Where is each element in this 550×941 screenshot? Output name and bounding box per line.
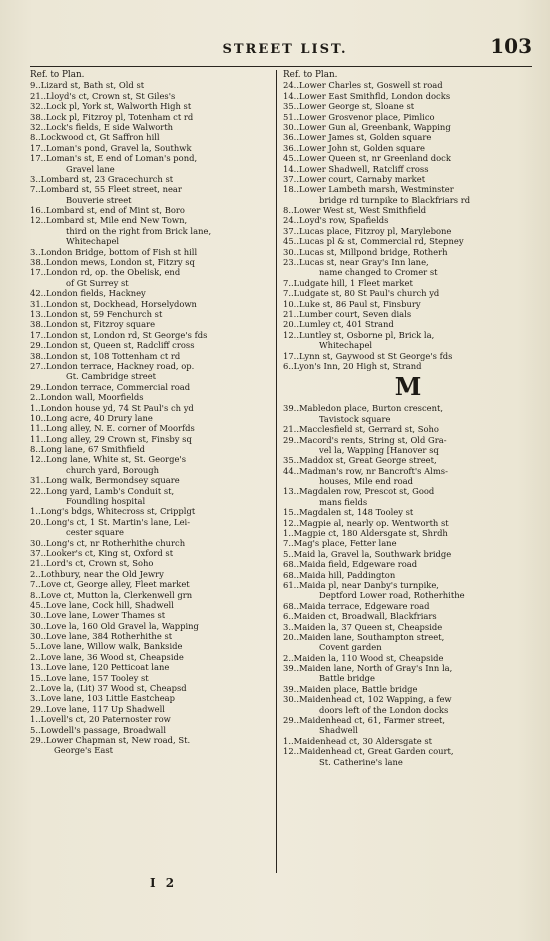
street-entry: vel la, Wapping [Hanover sq xyxy=(319,444,439,455)
street-entry: 37..Lower court, Carnaby market xyxy=(283,173,426,184)
street-entry: 39..Maiden place, Battle bridge xyxy=(283,683,418,694)
street-entry: Covent garden xyxy=(319,642,382,653)
street-entry: 12..Lombard st, Mile end New Town, xyxy=(30,215,188,226)
street-entry: 5..Love lane, Willow walk, Bankside xyxy=(30,641,183,652)
street-entry: 7..Lombard st, 55 Fleet street, near xyxy=(30,184,182,195)
street-entry: 8..Love ct, Mutton la, Clerkenwell grn xyxy=(30,589,193,600)
street-entry: 36..Lower John st, Golden square xyxy=(283,142,426,153)
street-entry: 3..Lombard st, 23 Gracechurch st xyxy=(30,173,174,184)
street-entry: 1..Maidenhead ct, 30 Aldersgate st xyxy=(283,735,433,746)
street-entry: 45..Lucas pl & st, Commercial rd, Stepney xyxy=(283,236,464,247)
page-number: 103 xyxy=(490,34,532,58)
street-entry: 3..London Bridge, bottom of Fish st hill xyxy=(30,246,198,257)
street-entry: 21..Macclesfield st, Gerrard st, Soho xyxy=(283,424,439,435)
street-entry: 51..Lower Grosvenor place, Pimlico xyxy=(283,111,435,122)
street-entry: 42..London fields, Hackney xyxy=(30,288,146,299)
street-entry: 38..London mews, London st, Fitzry sq xyxy=(30,257,195,268)
street-entry: 17..Lynn st, Gaywood st St George's fds xyxy=(283,350,453,361)
street-entry: 8..Lower West st, West Smithfield xyxy=(283,205,427,216)
street-entry: 29..Lower Chapman st, New road, St. xyxy=(30,735,191,745)
street-entry: 2..Lothbury, near the Old Jewry xyxy=(30,568,164,579)
street-entry: Battle bridge xyxy=(319,673,375,684)
street-entry: 14..Lower East Smithfld, London docks xyxy=(283,90,451,101)
street-entry: 31..Long walk, Bermondsey square xyxy=(30,475,180,486)
street-entry: 45..Lower Queen st, nr Greenland dock xyxy=(283,153,451,164)
street-entry: 3..Maiden la, 37 Queen st, Cheapside xyxy=(283,621,443,632)
street-entry: 20..Long's ct, 1 St. Martin's lane, Lei- xyxy=(30,516,191,527)
street-entry: 30..Lower Gun al, Greenbank, Wapping xyxy=(283,121,451,132)
street-entry: 7..Ludgate st, 80 St Paul's church yd xyxy=(283,288,440,299)
street-entry: 7..Mag's place, Fetter lane xyxy=(283,538,397,549)
street-entry: 20..Maiden lane, Southampton street, xyxy=(283,631,445,642)
street-entry: 32..Lock's fields, E side Walworth xyxy=(30,121,174,132)
page-header xyxy=(30,34,540,62)
street-entry: 6..Maiden ct, Broadwall, Blackfriars xyxy=(283,611,437,622)
street-entry: 7..Ludgate hill, 1 Fleet market xyxy=(283,277,413,288)
running-title: STREET LIST. xyxy=(222,42,348,57)
street-entry: 30..Maidenhead ct, 102 Wapping, a few xyxy=(283,694,452,705)
header-rule xyxy=(30,66,532,67)
street-entry: name changed to Cromer st xyxy=(319,267,438,278)
street-entry: 45..Love lane, Cock hill, Shadwell xyxy=(30,599,174,610)
street-entry: 6..Lyon's Inn, 20 High st, Strand xyxy=(283,360,422,371)
street-entry: 27..London terrace, Hackney road, op. xyxy=(30,360,195,371)
street-entry: 14..Lower Shadwell, Ratcliff cross xyxy=(283,163,429,174)
left-column xyxy=(30,70,272,756)
street-entry: 18..Lower Lambeth marsh, Westminster xyxy=(283,184,454,195)
street-entry: 10..Long acre, 40 Drury lane xyxy=(30,412,153,423)
street-entry: 11..Long alley, 29 Crown st, Finsby sq xyxy=(30,433,192,444)
street-entry: 17..Loman's st, E end of Loman's pond, xyxy=(30,153,198,164)
street-entry: 1..Long's bdgs, Whitecross st, Cripplgt xyxy=(30,506,196,517)
street-entry: 21..Lloyd's ct, Crown st, St Giles's xyxy=(30,90,176,101)
street-entry: 37..Looker's ct, King st, Oxford st xyxy=(30,547,174,558)
street-entry: 35..Lower George st, Sloane st xyxy=(283,101,415,112)
street-entry: 24..Loyd's row, Spafields xyxy=(283,215,389,226)
street-entry: Bouverie street xyxy=(66,194,132,205)
street-entry: 39..Mabledon place, Burton crescent, xyxy=(283,403,444,414)
street-entry: 61..Maida pl, near Danby's turnpike, xyxy=(283,579,439,590)
street-entry: 68..Maida terrace, Edgeware road xyxy=(283,600,430,611)
street-entry: 44..Madman's row, nr Bancroft's Alms- xyxy=(283,465,448,476)
street-entry: 24..Lower Charles st, Goswell st road xyxy=(283,80,443,91)
street-entry: 21..Lord's ct, Crown st, Soho xyxy=(30,558,154,569)
street-entry: 17..London st, London rd, St George's fds xyxy=(30,329,208,340)
street-entry: 36..Lower James st, Golden square xyxy=(283,132,432,143)
street-entry: Deptford Lower road, Rotherhithe xyxy=(319,590,465,601)
street-entry: 2..Love la, (Lit) 37 Wood st, Cheapsd xyxy=(30,683,187,694)
street-entry: bridge rd turnpike to Blackfriars rd xyxy=(319,194,471,205)
street-entry: cester square xyxy=(66,527,124,538)
street-entry: 30..Long's ct, nr Rotherhithe church xyxy=(30,537,186,548)
street-entry: 15..Magdalen st, 148 Tooley st xyxy=(283,507,414,518)
street-entry: 5..Lowdell's passage, Broadwall xyxy=(30,724,167,735)
column-divider xyxy=(276,70,277,873)
street-entry: 29..Maidenhead ct, 61, Farmer street, xyxy=(283,715,446,726)
street-entry: 29..Love lane, 117 Up Shadwell xyxy=(30,703,165,714)
street-entry: 2..Love lane, 36 Wood st, Cheapside xyxy=(30,651,184,662)
street-entry: 68..Maida field, Edgeware road xyxy=(283,559,418,570)
column-header: Ref. to Plan. xyxy=(30,70,85,80)
street-entry: 8..Long lane, 67 Smithfield xyxy=(30,444,146,455)
street-entry: 9..Lizard st, Bath st, Old st xyxy=(30,80,145,91)
street-entry: 30..Love lane, Lower Thames st xyxy=(30,610,166,621)
street-entry: Whitechapel xyxy=(66,236,120,247)
street-entry: Tavistock square xyxy=(319,413,391,424)
street-entry: 13..London st, 59 Fenchurch st xyxy=(30,308,163,319)
street-entry: 15..Love lane, 157 Tooley st xyxy=(30,672,149,683)
street-entry: Gravel lane xyxy=(66,163,115,174)
right-column xyxy=(283,70,533,767)
street-entry: Gt. Cambridge street xyxy=(66,371,157,382)
street-entry: 32..Lock pl, York st, Walworth High st xyxy=(30,101,192,112)
street-entry: 29..Macord's rents, String st, Old Gra- xyxy=(283,434,447,445)
street-entry: 23..Lucas st, near Gray's Inn lane, xyxy=(283,257,429,268)
street-entry: 13..Magdalen row, Prescot st, Good xyxy=(283,486,435,497)
street-entry: 68..Maida hill, Paddington xyxy=(283,569,396,580)
street-entry: 1..Lovell's ct, 20 Paternoster row xyxy=(30,714,171,725)
street-entry: third on the right from Brick lane, xyxy=(66,225,212,236)
street-entry: houses, Mile end road xyxy=(319,476,414,487)
street-entry: George's East xyxy=(54,745,114,756)
street-entry: 5..Maid la, Gravel la, Southwark bridge xyxy=(283,548,452,559)
street-entry: Whitechapel xyxy=(319,340,373,351)
street-entry: 30..Love la, 160 Old Gravel la, Wapping xyxy=(30,620,199,631)
street-entry: 17..Loman's pond, Gravel la, Southwk xyxy=(30,142,192,153)
street-entry: doors left of the London docks xyxy=(319,704,449,715)
street-entry: 21..Lumber court, Seven dials xyxy=(283,308,412,319)
street-entry: 13..Love lane, 120 Petticoat lane xyxy=(30,662,170,673)
section-letter: M xyxy=(394,372,422,402)
street-entry: 29..London st, Queen st, Radcliff cross xyxy=(30,340,195,351)
street-entry: 11..Long alley, N. E. corner of Moorfds xyxy=(30,423,195,434)
street-entry: 12..Maidenhead ct, Great Garden court, xyxy=(283,746,454,757)
street-entry: 38..London st, Fitzroy square xyxy=(30,319,156,330)
street-entry: 30..Love lane, 384 Rotherhithe st xyxy=(30,631,173,642)
street-entry: 17..London rd, op. the Obelisk, end xyxy=(30,267,181,278)
street-entry: 2..Maiden la, 110 Wood st, Cheapside xyxy=(283,652,444,663)
street-entry: 39..Maiden lane, North of Gray's Inn la, xyxy=(283,663,453,674)
street-entry: 7..Love ct, George alley, Fleet market xyxy=(30,579,190,590)
street-entry: 29..London terrace, Commercial road xyxy=(30,381,191,392)
street-entry: 8..Lockwood ct, Gt Saffron hill xyxy=(30,132,160,143)
street-entry: 12..Magpie al, nearly op. Wentworth st xyxy=(283,517,449,528)
street-entry: church yard, Borough xyxy=(66,464,160,475)
street-entry: 31..London st, Dockhead, Horselydown xyxy=(30,298,197,309)
street-entry: 3..Love lane, 103 Little Eastcheap xyxy=(30,693,176,704)
street-entry: 38..Lock pl, Fitzroy pl, Totenham ct rd xyxy=(30,111,194,122)
street-entry: 30..Lucas st, Millpond bridge, Rotherh xyxy=(283,246,448,257)
street-entry: Foundling hospital xyxy=(66,496,146,507)
street-entry: 35..Maddox st, Great George street, xyxy=(283,455,437,466)
street-entry: of Gt Surrey st xyxy=(66,277,129,288)
column-header: Ref. to Plan. xyxy=(283,70,338,80)
street-entry: 12..Luntley st, Osborne pl, Brick la, xyxy=(283,329,435,340)
street-entry: 10..Luke st, 86 Paul st, Finsbury xyxy=(283,298,421,309)
street-entry: mans fields xyxy=(319,496,368,507)
street-entry: 16..Lombard st, end of Mint st, Boro xyxy=(30,205,185,216)
street-entry: 1..London house yd, 74 St Paul's ch yd xyxy=(30,402,194,413)
street-entry: 37..Lucas place, Fitzroy pl, Marylebone xyxy=(283,225,452,236)
street-entry: 20..Lumley ct, 401 Strand xyxy=(283,319,394,330)
street-entry: 1..Magpie ct, 180 Aldersgate st, Shrdh xyxy=(283,528,448,539)
signature-mark: I 2 xyxy=(150,876,178,890)
street-entry: 2..London wall, Moorfields xyxy=(30,392,144,403)
street-entry: 12..Long lane, White st, St. George's xyxy=(30,454,187,465)
street-entry: St. Catherine's lane xyxy=(319,756,403,767)
street-entry: Shadwell xyxy=(319,725,358,736)
street-entry: 38..London st, 108 Tottenham ct rd xyxy=(30,350,181,361)
street-entry: 22..Long yard, Lamb's Conduit st, xyxy=(30,485,175,496)
